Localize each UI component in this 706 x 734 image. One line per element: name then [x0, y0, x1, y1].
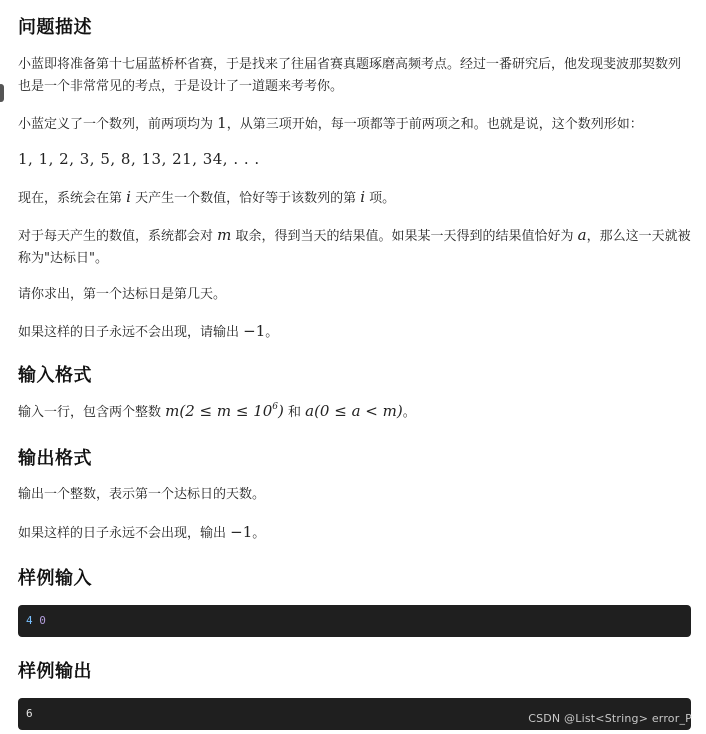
problem-intro-paragraph: 小蓝即将准备第十七届蓝桥杯省赛，于是找来了往届省赛真题琢磨高频考点。经过一番研究后，他发现斐波那契数列也是一个非常常见的考点，于是设计了一道题来考考你。 [18, 57, 682, 94]
text-span: 如果这样的日子永远不会出现，请输出 [18, 325, 244, 340]
math-one: 1 [217, 114, 227, 132]
text-span: 取余，得到当天的结果值。如果某一天得到的结果值恰好为 [231, 229, 578, 244]
math-i: i [126, 188, 131, 206]
text-span: 。 [252, 526, 266, 541]
sample-input-code-block[interactable] [18, 605, 691, 637]
math-m-range [165, 402, 284, 420]
text-span: 和 [283, 405, 306, 420]
input-format-paragraph [18, 400, 692, 424]
sample-input-heading: 样例输入 [18, 568, 92, 589]
sequence-definition-paragraph [18, 112, 692, 136]
text-span: ，从第三项开始，每一项都等于前两项之和。也就是说，这个数列形如： [226, 117, 643, 132]
fibonacci-sequence: 1, 1, 2, 3, 5, 8, 13, 21, 34, . . . [18, 150, 260, 168]
text-span: 小蓝定义了一个数列，前两项均为 [18, 117, 218, 132]
text-span: 。 [265, 325, 279, 340]
output-format-heading: 输出格式 [18, 448, 92, 469]
question-paragraph: 请你求出，第一个达标日是第几天。 [18, 287, 227, 302]
text-span: 项。 [365, 191, 396, 206]
math-a-range: a(0 ≤ a < m) [305, 402, 403, 420]
output-no-solution-paragraph [18, 521, 692, 545]
text-span: 输入一行，包含两个整数 [18, 405, 166, 420]
text-span: 现在，系统会在第 [18, 191, 127, 206]
text-span: 天产生一个数值，恰好等于该数列的第 [130, 191, 361, 206]
code-number: 6 [26, 707, 33, 720]
math-minus-one: −1 [230, 523, 253, 541]
csdn-watermark: CSDN @List<String> error_P [528, 712, 692, 725]
math-exponent: 6 [272, 402, 279, 412]
text-span: 对于每天产生的数值，系统都会对 [18, 229, 218, 244]
text-span: 如果这样的日子永远不会出现，输出 [18, 526, 231, 541]
text-span: 。 [402, 405, 416, 420]
math-m: m [217, 226, 232, 244]
output-format-paragraph: 输出一个整数，表示第一个达标日的天数。 [18, 487, 266, 502]
no-solution-paragraph [18, 320, 692, 344]
math-i: i [360, 188, 366, 206]
code-number: 4 [26, 614, 33, 627]
code-number: 0 [39, 614, 46, 627]
math-m-range-text: m(2 ≤ m ≤ 10 [165, 402, 273, 420]
problem-description-heading: 问题描述 [18, 17, 92, 38]
math-a: a [577, 226, 587, 244]
text-span: ，那么这一天就被称为"达标日"。 [18, 229, 691, 266]
input-format-heading: 输入格式 [18, 365, 92, 386]
modulo-paragraph [18, 224, 692, 270]
sample-output-heading: 样例输出 [18, 661, 92, 682]
math-minus-one: −1 [243, 322, 266, 340]
daily-value-paragraph [18, 186, 692, 210]
math-paren: ) [278, 402, 284, 420]
left-edge-tab [0, 84, 4, 102]
